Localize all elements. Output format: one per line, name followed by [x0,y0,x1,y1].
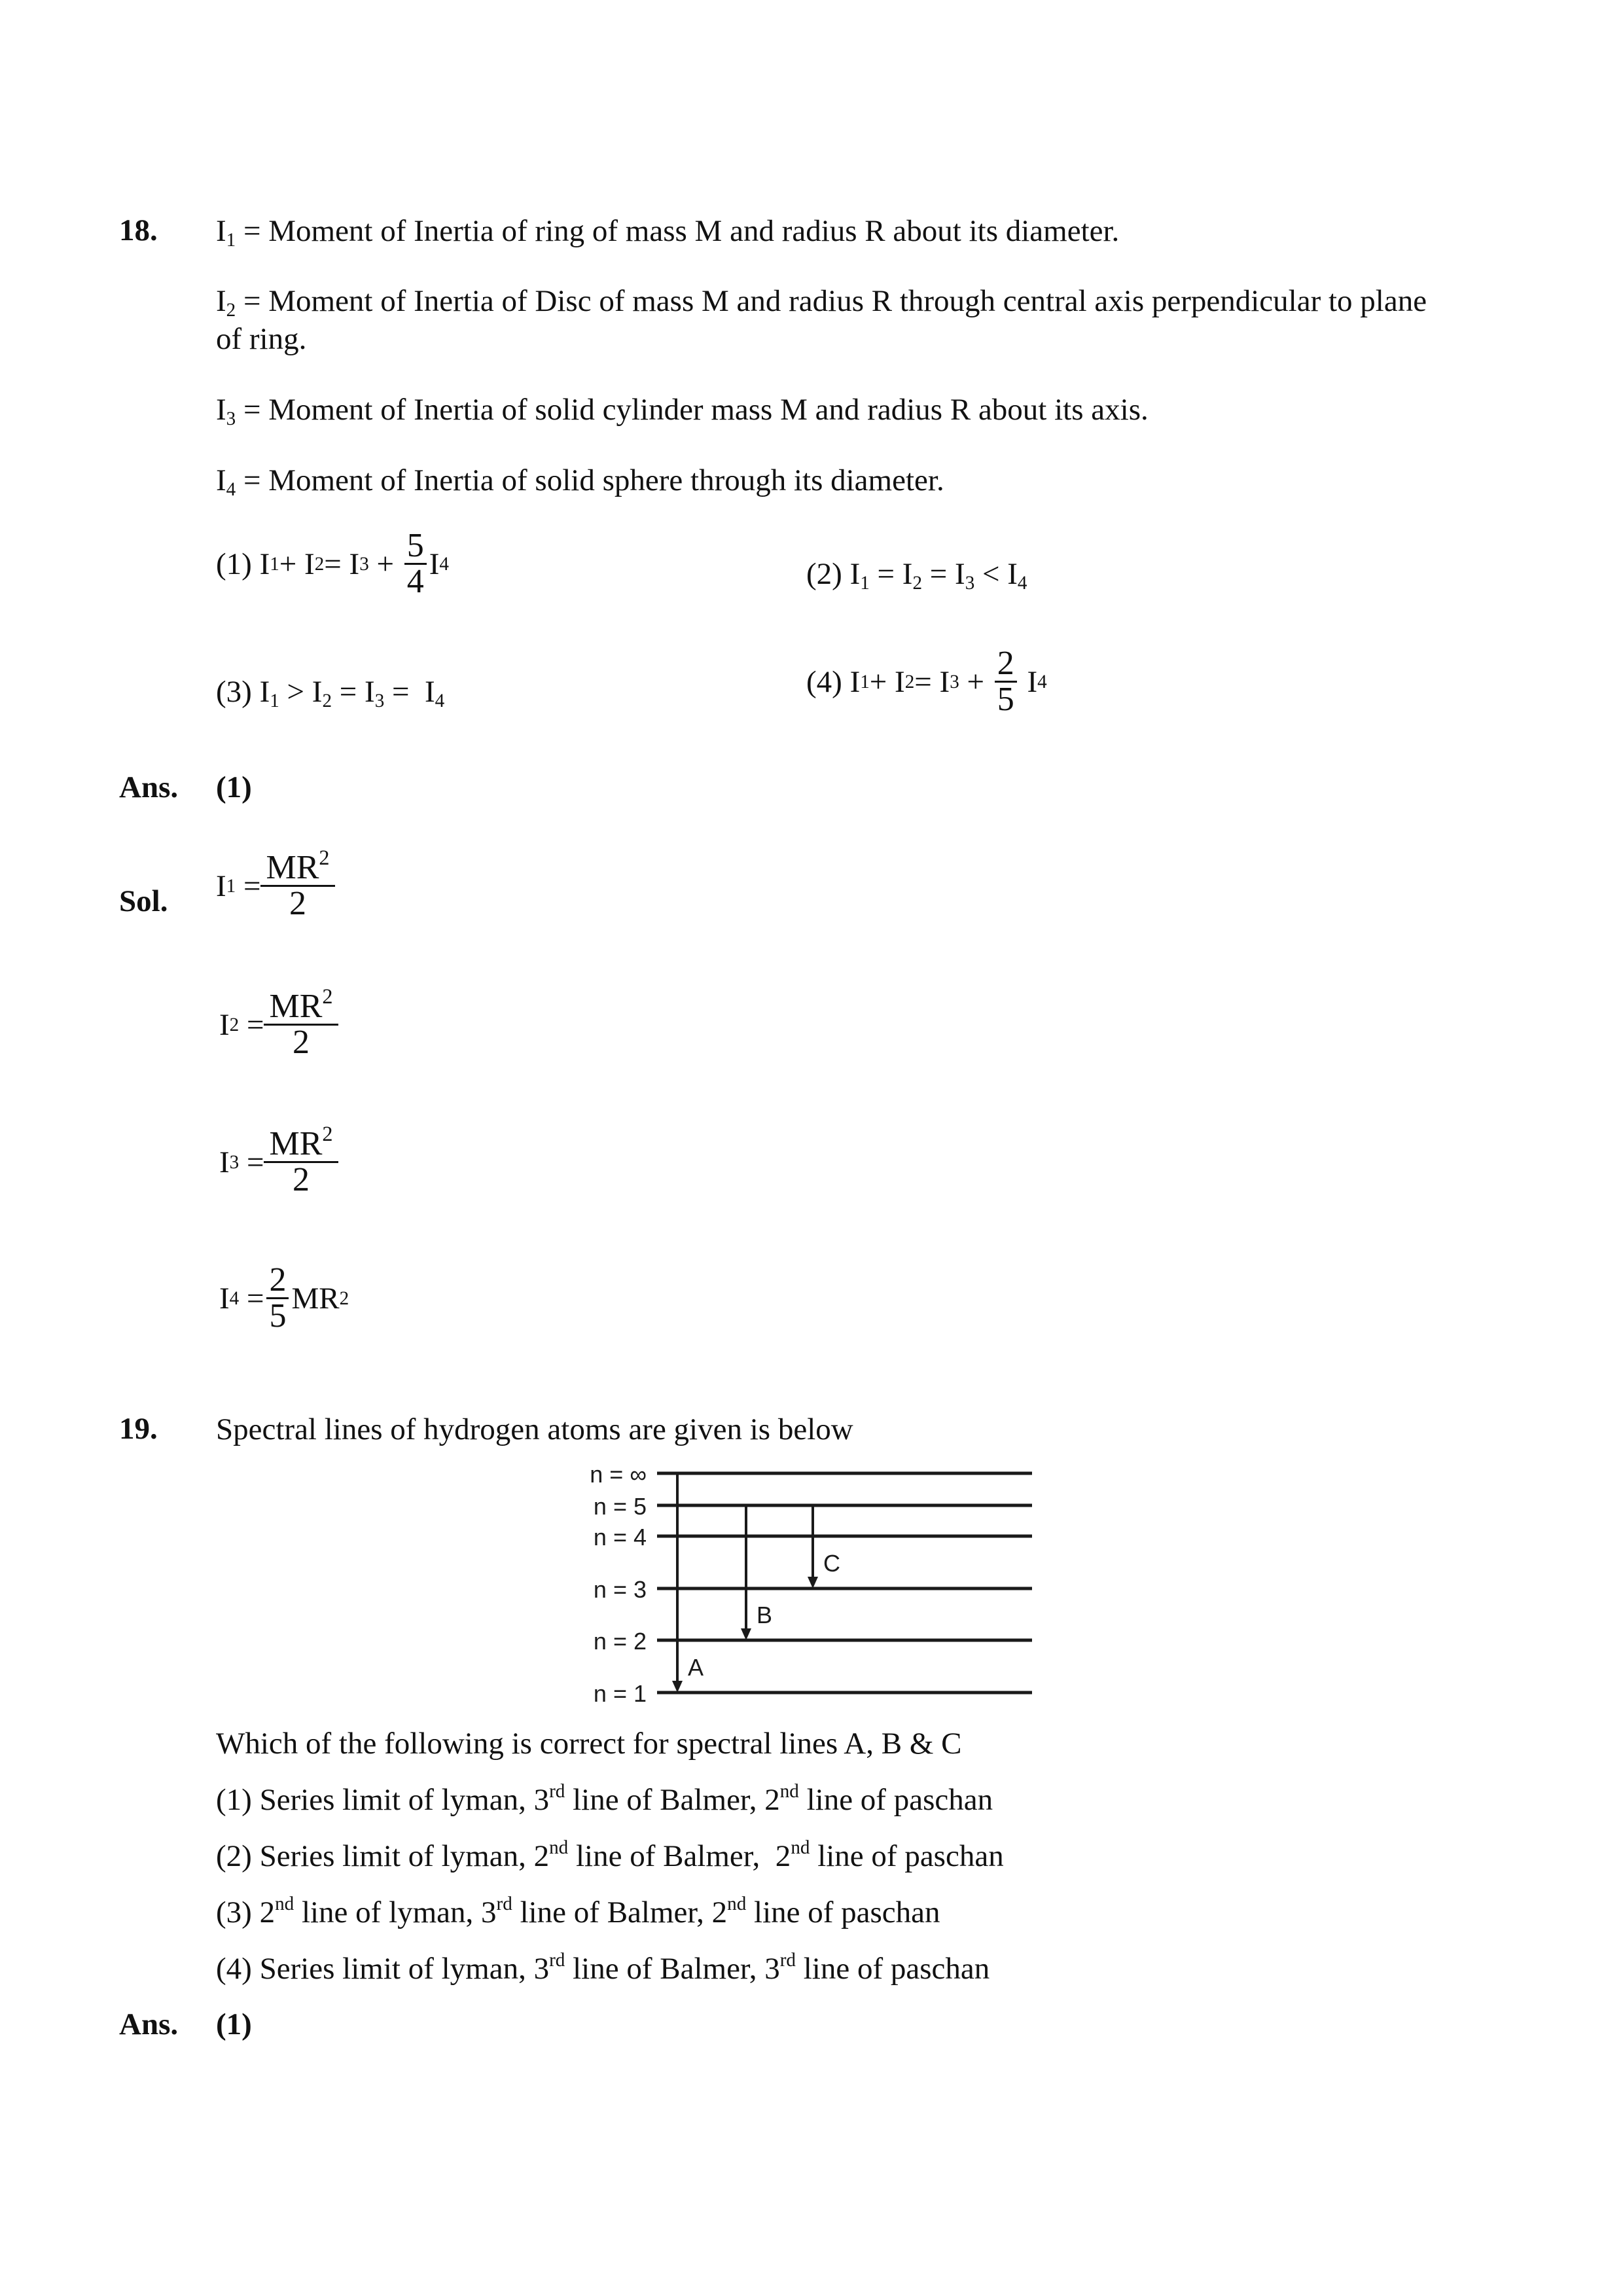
q19-option-2[interactable] [216,1838,1004,1874]
energy-level-label: n = 4 [593,1524,647,1551]
option-text: line of lyman, 3 [294,1895,497,1929]
transition-arrow-c [808,1505,840,1588]
option-text: line of paschan [810,1839,1004,1873]
q19-stem: Spectral lines of hydrogen atoms are given is below [216,1412,853,1446]
definition-text: = Moment of Inertia of solid cylinder mass M and radius R about its axis. [236,393,1149,427]
numerator: 2 [997,645,1014,682]
arrow-head-icon [672,1681,683,1693]
symbol: I [219,1145,230,1179]
superscript: 2 [322,984,333,1009]
option-text: Series limit of lyman, 2 [251,1839,550,1873]
symbol: I [216,463,226,497]
ordinal-superscript: rd [779,1950,796,1971]
definition-text: = Moment of Inertia of ring of mass M and radius R about its diameter. [236,214,1120,248]
option-label: (3) [216,675,252,709]
symbol: I [216,869,226,903]
equals: = [239,1145,264,1179]
subscript: 2 [912,573,923,594]
question-18-number: 18. [119,213,158,247]
symbol: I [429,547,440,581]
numerator-text: MR [269,1125,323,1162]
option-text: line of paschan [795,1952,990,1986]
question-19-number: 19. [119,1412,158,1446]
q18-answer-label: Ans. [119,770,179,804]
transition-arrow-b [741,1505,772,1640]
option-text: Series limit of lyman, 3 [251,1783,550,1817]
option-label: (2) [806,557,842,591]
symbol: I [259,547,270,581]
option-text: line of Balmer, 3 [565,1952,780,1986]
ordinal-superscript: nd [549,1837,569,1859]
operator-text: + I [869,664,905,699]
superscript: 2 [322,1122,333,1146]
subscript: 3 [965,573,975,594]
subscript: 1 [860,573,870,594]
subscript: 4 [226,479,236,501]
subscript: 3 [226,408,236,430]
symbol: I [259,675,270,709]
solution-i1: I 1 = $\frac{MR^2}{2}$ [216,851,335,921]
q19-question: Which of the following is correct for spectral lines A, B & C [216,1727,962,1761]
option-text: 2 [251,1895,276,1929]
symbol: I [216,284,226,318]
operator-text: + [959,664,992,699]
q19-answer-label: Ans. [119,2007,179,2041]
option-label: (1) [216,1783,252,1817]
q19-option-3[interactable] [216,1894,940,1931]
option-text: line of Balmer, 2 [565,1783,780,1817]
denominator: 2 [264,1161,338,1197]
solution-i3: I 3 = $\frac{MR^2}{2}$ [219,1127,338,1197]
ordinal-superscript: rd [496,1893,512,1915]
operator-text: = I [324,547,360,581]
denominator: 5 [995,681,1017,717]
definition-text: = Moment of Inertia of solid sphere through its diameter. [236,463,944,497]
operator-text: = I [332,675,375,709]
option-text: Series limit of lyman, 3 [251,1952,550,1986]
symbol: I [849,557,861,591]
ordinal-superscript: nd [727,1893,747,1915]
arrow-head-icon [808,1577,818,1588]
equals: = [236,869,261,903]
transition-label: C [823,1550,840,1577]
numerator: 2 [269,1261,287,1299]
subscript: 1 [270,691,279,712]
ordinal-superscript: nd [275,1893,294,1915]
denominator: 4 [404,563,427,599]
arrow-head-icon [741,1628,751,1640]
option-text: line of Balmer, 2 [512,1895,728,1929]
operator-text: + I [279,547,315,581]
denominator: 5 [266,1297,289,1333]
subscript: 4 [435,691,445,712]
denominator: 2 [264,1024,338,1060]
symbol: I [216,214,226,248]
subscript: 2 [322,691,332,712]
subscript: 4 [1017,573,1027,594]
symbol: I [216,393,226,427]
q18-option-4[interactable]: (4) I 1 + I 2 = I 3 + $\frac{2}{5}$ I 4 [806,645,1047,718]
subscript: 1 [226,230,236,251]
solution-i4: I 4 = $\frac{2}{5}$ MR 2 [219,1261,349,1335]
operator-text: = I [869,557,913,591]
ordinal-superscript: nd [779,1781,799,1803]
transition-label: A [688,1654,704,1681]
equals: = [239,1281,264,1316]
option-label: (3) [216,1895,252,1929]
transition-label: B [757,1602,773,1628]
q18-answer-value: (1) [216,770,252,804]
q19-option-1[interactable] [216,1782,993,1818]
symbol: I [1019,664,1038,699]
energy-level-label: n = 1 [593,1680,647,1707]
solution-i2: I 2 = $\frac{MR^2}{2}$ [219,990,338,1060]
option-label: (4) [806,664,842,699]
numerator: 5 [406,527,424,564]
energy-level-label: n = 3 [593,1576,647,1603]
symbol: MR [291,1281,340,1316]
numerator-text: MR [266,849,319,886]
option-label: (1) [216,547,252,581]
q18-solution-label: Sol. [119,884,168,918]
option-text: line of Balmer, 2 [568,1839,791,1873]
option-text: line of paschan [746,1895,940,1929]
q18-option-1[interactable]: (1) I 1 + I 2 = I 3 + $\frac{5}{4}$ I 4 [216,527,449,600]
operator-text: = I [922,557,965,591]
symbol: I [219,1007,230,1042]
option-text: line of paschan [798,1783,993,1817]
energy-level-label: n = ∞ [590,1461,647,1488]
operator-text: = I [384,675,435,709]
symbol: I [219,1281,230,1316]
operator-text: + [368,547,402,581]
energy-level-label: n = 5 [593,1493,647,1520]
definition-text: = Moment of Inertia of Disc of mass M and radius R through central axis perpendicular to plane [236,284,1427,318]
operator-text: > I [279,675,323,709]
superscript: 2 [319,846,330,870]
energy-level-label: n = 2 [593,1628,647,1655]
symbol: I [849,664,861,699]
operator-text: < I [974,557,1018,591]
ordinal-superscript: rd [549,1781,565,1803]
denominator: 2 [260,885,334,921]
numerator-text: MR [269,988,323,1025]
ordinal-superscript: nd [791,1837,810,1859]
option-label: (2) [216,1839,252,1873]
q19-answer-value: (1) [216,2007,252,2041]
subscript: 3 [374,691,385,712]
q18-definition-i2-continuation: of ring. [216,322,307,356]
subscript: 2 [226,300,236,321]
option-label: (4) [216,1952,252,1986]
ordinal-superscript: rd [549,1950,565,1971]
operator-text: = I [914,664,950,699]
q19-option-4[interactable] [216,1950,990,1987]
equals: = [239,1007,264,1042]
